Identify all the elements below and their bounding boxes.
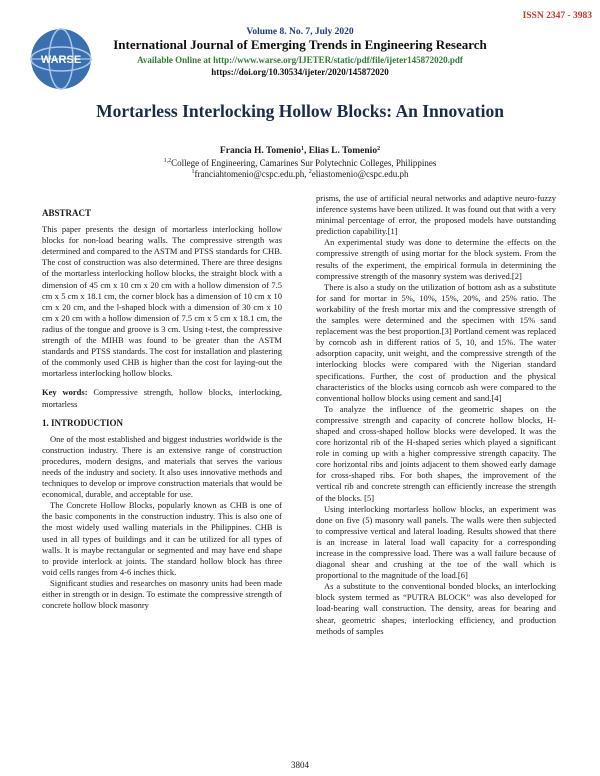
warse-logo-icon <box>28 26 94 92</box>
right-paragraph-6: As a substitute to the conventional bonded blocks, an interlocking block system termed as “PUTRA BLOCK” was also developed for load-bearing wall construction. The density, areas for bearing and shear, geometric shapes, interlocking efficiency, and production methods of samples <box>316 581 556 636</box>
right-paragraph-4: To analyze the influence of the geometric shapes on the compressive strength and capacity of concrete hollow blocks, H-shaped and cross-shaped hollow blocks were developed. It was the core horizontal rib of the H-shaped series which played a significant role in coming up with a higher compressive strength capacity. The core horizontal ribs and joints adjacent to them showed early damage for cross-shaped ribs. For both shapes, the improvement of the vertical rib and concrete strength can efficiently increase the strength of the blocks. [5] <box>316 403 556 503</box>
paper-title: Mortarless Interlocking Hollow Blocks: An Innovation <box>96 101 504 121</box>
journal-title: International Journal of Emerging Trends in Engineering Research <box>113 37 487 52</box>
intro-paragraph-3: Significant studies and researches on masonry units had been made either in strength or in design. To estimate the compressive strength of concrete hollow block masonry <box>42 577 282 611</box>
affiliation <box>0 158 600 168</box>
email-1[interactable]: franciahtomenio@cspc.edu.ph, <box>194 169 309 179</box>
abstract-text: This paper presents the design of mortarless interlocking hollow blocks for non-load bearing walls. The compressive strength was determined and compared to the ASTM and PTSS standards for CHB. The cost of construction was also determined. There are three designs of the mortarless interlocking hollow blocks, the straight block with a dimension of 45 cm x 10 cm x 20 cm with a hollow dimension of 7.5 cm x 5 cm x 18.1 cm, the corner block has a dimension of 10 cm x 10 cm x 20 cm, and the l-shaped block with a dimension of 30 cm x 10 cm x 20 cm with a hollow dimension of 7.5 cm x 5 cm x 18.1 cm, the radius of the tongue and groove is 3 cm. Using t-test, the compressive strength of the MIHB was found to be greater than the ASTM standards and PTSS standards. The cost for installation and plastering of the commonly used CHB is higher than the cost for laying-out the mortarless interlocking hollow blocks. <box>42 224 282 379</box>
online-link[interactable]: Available Online at http://www.warse.org/IJETER/static/pdf/file/ijeter145872020.pdf <box>137 55 463 65</box>
doi-link[interactable]: https://doi.org/10.30534/ijeter/2020/145872020 <box>211 67 389 77</box>
affiliation-text: College of Engineering, Camarines Sur Polytechnic Colleges, Philippines <box>171 158 437 168</box>
author-1-sup: 1 <box>300 146 304 152</box>
author-2-sup: 2 <box>377 146 381 152</box>
email-1-sup: 1 <box>191 169 195 175</box>
issn-label: ISSN 2347 - 3983 <box>522 11 592 21</box>
keywords-text: Compressive strength, hollow blocks, interlocking, mortarless <box>42 387 282 409</box>
keywords-label: Key words: <box>42 387 88 398</box>
intro-heading: 1. INTRODUCTION <box>42 417 124 428</box>
logo-text: WARSE <box>40 54 82 66</box>
left-column <box>42 208 282 611</box>
author-line <box>0 146 600 156</box>
abstract-heading: ABSTRACT <box>42 208 92 218</box>
author-separator: , <box>303 146 309 156</box>
affiliation-sup: 1,2 <box>163 158 172 164</box>
email-2-sup: 2 <box>308 169 312 175</box>
email-2[interactable]: eliastomenio@cspc.edu.ph <box>311 169 409 179</box>
right-paragraph-2: An experimental study was done to determine the effects on the compressive strength of using mortar for the block system. From the results of the experiment, the empirical formula in determining the compressive strength of the masonry system was derived.[2] <box>316 237 556 281</box>
right-paragraph-3: There is also a study on the utilization of bottom ash as a substitute for sand for mortar in 5%, 10%, 15%, 20%, and 25% ratio. The workability of the fresh mortar mix and the compressive strength of the samples were determined and the specimen with 15% sand replacement was the best proportion.[3] Portland cement was replaced by corncob ash in different ratios of 5, 10, and 15%. The water adsorption capacity, unit weight, and the compressive strength of the interlocking blocks were compared with the Nigerian standard specifications. Further, the cost of production and the physical characteristics of the blocks using corncob ash were compared to the conventional hollow blocks using cement and sand.[4] <box>316 281 556 403</box>
email-line <box>0 169 600 179</box>
right-paragraph-5: Using interlocking mortarless hollow blocks, an experiment was done on five (5) masonry wall panels. The walls were then subjected to compressive vertical and lateral loading. Results showed that there is an increase in lateral load wall capacity for a corresponding increase in the compressive load. There was a wall failure because of diagonal shear and crushing at the toe of the wall which is proportional to the magnitude of the load.[6] <box>316 503 556 581</box>
intro-paragraph-2: The Concrete Hollow Blocks, popularly known as CHB is one of the basic components in the construction industry. This is also one of the most widely used walling materials in the Philippines. CHB is used in all types of buildings and it can be utilized for all types of walls. It is maybe rectangular or segmented and may have end shape to provide interlock at joints. The standard hollow block has three void cells ranges from 4-6 inches thick. <box>42 500 282 577</box>
author-2: Elias L. Tomenio <box>308 146 378 156</box>
page-number: 3804 <box>291 760 309 770</box>
right-column <box>316 193 556 637</box>
author-1: Francia H. Tomenio <box>219 146 301 156</box>
right-paragraph-1: prisms, the use of artificial neural networks and adaptive neuro-fuzzy inference systems have been utilized. It was found out that with a very minimal percentage of error, the proposed models have outstanding prediction capability.[1] <box>316 193 556 237</box>
intro-paragraph-1: One of the most established and biggest industries worldwide is the construction industry. There is an extensive range of construction procedures, modern designs, and materials that serves the various needs of the industry and society. It also uses innovative methods and techniques to develop or improve construction materials that would be economical, durable, and acceptable for use. <box>42 433 282 500</box>
journal-volume: Volume 8. No. 7, July 2020 <box>246 27 354 37</box>
keywords <box>42 387 282 409</box>
